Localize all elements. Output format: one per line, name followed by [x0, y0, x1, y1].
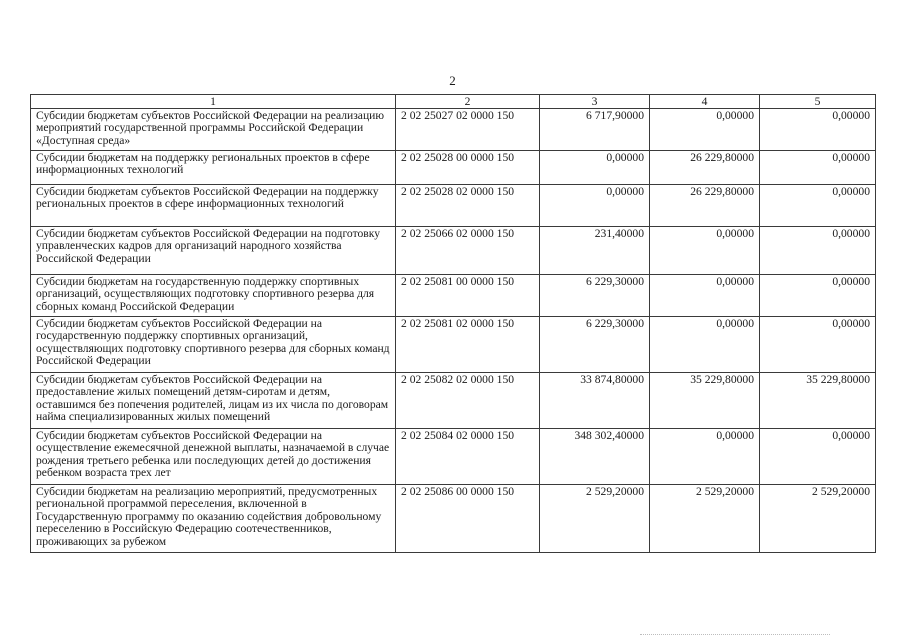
row-code: 2 02 25028 00 0000 150 [396, 151, 540, 185]
row-value-2: 35 229,80000 [650, 373, 760, 429]
row-value-3: 0,00000 [760, 151, 876, 185]
row-name: Субсидии бюджетам субъектов Российской Федерации на предоставление жилых помещений детям-сиротам и детям, оставшимся без попечения родителей, лицам из их числа по договорам найма специализированных жилых помещений [31, 373, 396, 429]
table-row [31, 373, 876, 429]
table-row [31, 151, 876, 185]
row-value-3: 35 229,80000 [760, 373, 876, 429]
row-value-1: 6 229,30000 [540, 317, 650, 373]
row-code: 2 02 25081 00 0000 150 [396, 275, 540, 317]
row-name: Субсидии бюджетам на реализацию мероприятий, предусмотренных региональной программой переселения, включенной в Государственную программу по оказанию содействия добровольному переселению в Российскую Федерацию соотечественников, проживающих за рубежом [31, 485, 396, 553]
budget-revenue-table [30, 94, 876, 553]
row-value-1: 6 717,90000 [540, 109, 650, 151]
row-value-3: 0,00000 [760, 185, 876, 227]
row-value-1: 0,00000 [540, 151, 650, 185]
row-value-1: 231,40000 [540, 227, 650, 275]
row-name: Субсидии бюджетам субъектов Российской Федерации на осуществление ежемесячной денежной выплаты, назначаемой в случае рождения третьего ребенка или последующих детей до достижения ребенком возраста трех лет [31, 429, 396, 485]
row-code: 2 02 25084 02 0000 150 [396, 429, 540, 485]
row-name: Субсидии бюджетам на государственную поддержку спортивных организаций, осуществляющих подготовку спортивного резерва для сборных команд Российской Федерации [31, 275, 396, 317]
row-name: Субсидии бюджетам субъектов Российской Федерации на поддержку региональных проектов в сфере информационных технологий [31, 185, 396, 227]
column-header-4: 4 [650, 95, 760, 109]
row-value-2: 0,00000 [650, 317, 760, 373]
column-header-5: 5 [760, 95, 876, 109]
row-value-2: 2 529,20000 [650, 485, 760, 553]
row-value-3: 0,00000 [760, 109, 876, 151]
row-value-3: 0,00000 [760, 275, 876, 317]
row-value-2: 26 229,80000 [650, 185, 760, 227]
row-name: Субсидии бюджетам субъектов Российской Федерации на подготовку управленческих кадров для организаций народного хозяйства Российской Федерации [31, 227, 396, 275]
row-code: 2 02 25086 00 0000 150 [396, 485, 540, 553]
table-row [31, 317, 876, 373]
row-code: 2 02 25028 02 0000 150 [396, 185, 540, 227]
scan-artifact [640, 634, 830, 638]
column-header-2: 2 [396, 95, 540, 109]
row-code: 2 02 25081 02 0000 150 [396, 317, 540, 373]
row-value-3: 0,00000 [760, 429, 876, 485]
table-row [31, 185, 876, 227]
row-value-2: 26 229,80000 [650, 151, 760, 185]
row-value-1: 0,00000 [540, 185, 650, 227]
row-value-1: 6 229,30000 [540, 275, 650, 317]
row-value-2: 0,00000 [650, 109, 760, 151]
table-header-row [31, 95, 876, 109]
row-name: Субсидии бюджетам на поддержку региональных проектов в сфере информационных технологий [31, 151, 396, 185]
row-code: 2 02 25066 02 0000 150 [396, 227, 540, 275]
table-row [31, 429, 876, 485]
page-number: 2 [449, 73, 456, 88]
row-code: 2 02 25082 02 0000 150 [396, 373, 540, 429]
row-value-2: 0,00000 [650, 227, 760, 275]
row-value-1: 348 302,40000 [540, 429, 650, 485]
row-value-3: 0,00000 [760, 317, 876, 373]
row-value-1: 2 529,20000 [540, 485, 650, 553]
row-value-2: 0,00000 [650, 429, 760, 485]
column-header-3: 3 [540, 95, 650, 109]
row-value-3: 0,00000 [760, 227, 876, 275]
table-row [31, 485, 876, 553]
row-value-2: 0,00000 [650, 275, 760, 317]
row-name: Субсидии бюджетам субъектов Российской Федерации на реализацию мероприятий государственной программы Российской Федерации «Доступная среда» [31, 109, 396, 151]
table-row [31, 275, 876, 317]
row-value-3: 2 529,20000 [760, 485, 876, 553]
row-value-1: 33 874,80000 [540, 373, 650, 429]
table-row [31, 227, 876, 275]
column-header-1: 1 [31, 95, 396, 109]
table-row [31, 109, 876, 151]
row-code: 2 02 25027 02 0000 150 [396, 109, 540, 151]
row-name: Субсидии бюджетам субъектов Российской Федерации на государственную поддержку спортивных организаций, осуществляющих подготовку спортивного резерва для сборных команд Российской Федерации [31, 317, 396, 373]
